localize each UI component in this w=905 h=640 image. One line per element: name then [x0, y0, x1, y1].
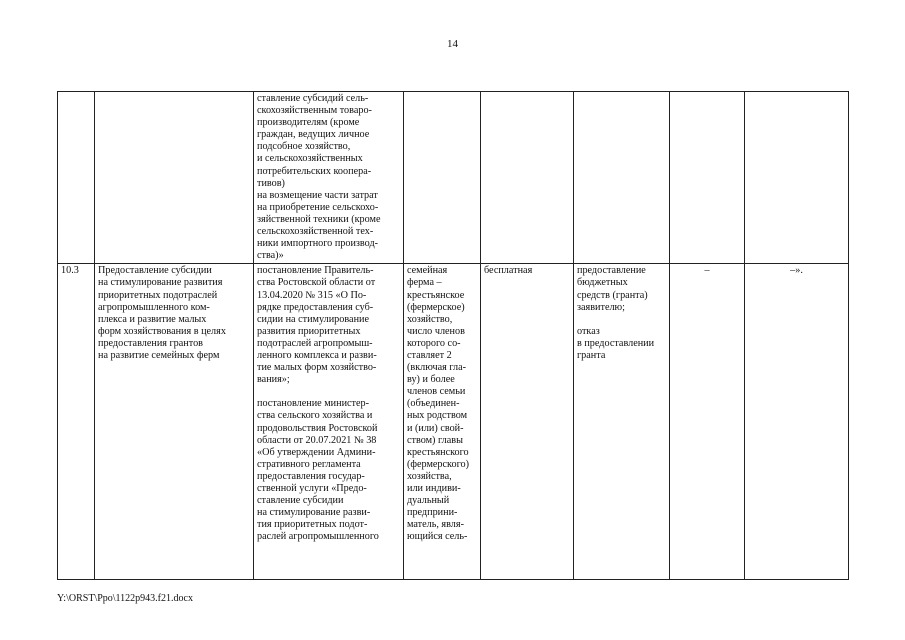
- table-cell: [95, 92, 254, 264]
- table-cell: [745, 92, 849, 264]
- service-name: Предоставление субсидии на стимулирование развития приоритетных подотраслей агропромышленного ком- плекса и развитие малых форм хозяйствования в целях предоставления грантов на развитие семейных ферм: [95, 264, 254, 580]
- page-number: 14: [447, 38, 458, 50]
- row-number: 10.3: [58, 264, 95, 580]
- fee: бесплатная: [481, 264, 574, 580]
- result: предоставление бюджетных средств (гранта) заявителю; отказ в предоставлении гранта: [574, 264, 670, 580]
- col8-value: –».: [745, 264, 849, 580]
- col7-value: –: [670, 264, 745, 580]
- file-path-footer: Y:\ORST\Ppo\1122p943.f21.docx: [57, 593, 193, 604]
- table-cell: [670, 92, 745, 264]
- table-cell: [481, 92, 574, 264]
- table-row-10-3: [58, 264, 849, 580]
- services-table: [57, 91, 849, 580]
- legal-basis: постановление Правитель- ства Ростовской области от 13.04.2020 № 315 «О По- рядке предоставления суб- сидии на стимулирование развития приоритетных подотраслей агропромыш- ленного комплекса и разви- тие малых форм хозяйство- вания»; постановление министер- ства сельского хозяйства и продовольствия Ростовской области от 20.07.2021 № 38 «Об утверждении Админи- стративного регламента предоставления государ- ственной услуги «Предо- ставление субсидии на стимулирование разви- тия приоритетных подот- раслей агропромышленного: [254, 264, 404, 580]
- table-cell: [404, 92, 481, 264]
- recipients: семейная ферма – крестьянское (фермерское) хозяйство, число членов которого со- ставляет 2 (включая гла- ву) и более членов семьи (объединен- ных родством и (или) свой- ством) главы крестьянского (фермерского) хозяйства, или индиви- дуальный предприни- матель, явля- ющийся сель-: [404, 264, 481, 580]
- table-cell: [58, 92, 95, 264]
- table-cell-legal-basis: ставление субсидий сель- скохозяйственным товаро- производителям (кроме граждан, ведущих личное подсобное хозяйство, и сельскохозяйственных потребительских коопера- тивов) на возмещение части затрат на приобретение сельскохо- зяйственной техники (кроме сельскохозяйственной тех- ники импортного производ- ства)»: [254, 92, 404, 264]
- table-row-continuation: [58, 92, 849, 264]
- table-cell: [574, 92, 670, 264]
